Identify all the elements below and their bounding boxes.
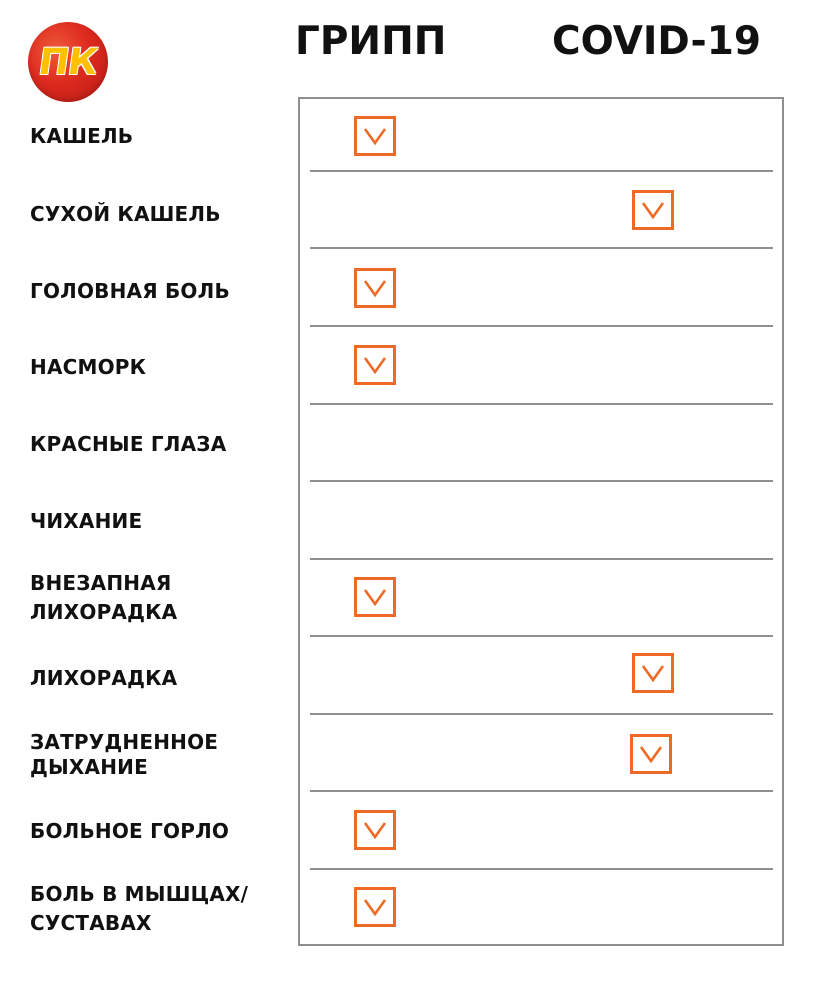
symptom-label-fever: ЛИХОРАДКА — [30, 666, 178, 690]
pk-logo — [28, 22, 108, 102]
checkbox-checked-icon — [354, 345, 396, 385]
row-divider — [310, 790, 773, 792]
column-heading-flu: ГРИПП — [295, 19, 447, 64]
symptom-label-sneezing: ЧИХАНИЕ — [30, 509, 143, 533]
symptom-label-sudden-fever: ВНЕЗАПНАЯ ЛИХОРАДКА — [30, 571, 178, 624]
checkbox-checked-icon — [632, 653, 674, 693]
checkbox-checked-icon — [354, 268, 396, 308]
row-divider — [310, 868, 773, 870]
row-divider — [310, 558, 773, 560]
row-divider — [310, 403, 773, 405]
checkbox-checked-icon — [354, 577, 396, 617]
symptom-label-red-eyes: КРАСНЫЕ ГЛАЗА — [30, 432, 227, 456]
row-divider — [310, 247, 773, 249]
symptom-label-headache: ГОЛОВНАЯ БОЛЬ — [30, 279, 230, 303]
symptom-label-muscle-joint-pain: БОЛЬ В МЫШЦАХ/ СУСТАВАХ — [30, 882, 249, 935]
checkbox-checked-icon — [630, 734, 672, 774]
column-heading-covid: COVID-19 — [552, 19, 761, 64]
symptom-label-sore-throat: БОЛЬНОЕ ГОРЛО — [30, 819, 230, 843]
symptom-label-difficulty-breathing: ЗАТРУДНЕННОЕ ДЫХАНИЕ — [30, 730, 219, 779]
row-divider — [310, 480, 773, 482]
row-divider — [310, 325, 773, 327]
checkbox-checked-icon — [354, 810, 396, 850]
symptom-label-cough: КАШЕЛЬ — [30, 124, 134, 148]
symptom-label-dry-cough: СУХОЙ КАШЕЛЬ — [30, 202, 221, 226]
checkbox-checked-icon — [354, 887, 396, 927]
checkbox-checked-icon — [632, 190, 674, 230]
row-divider — [310, 635, 773, 637]
row-divider — [310, 713, 773, 715]
symptom-label-runny-nose: НАСМОРК — [30, 355, 147, 379]
logo-text: ПК — [36, 41, 100, 83]
row-divider — [310, 170, 773, 172]
checkbox-checked-icon — [354, 116, 396, 156]
